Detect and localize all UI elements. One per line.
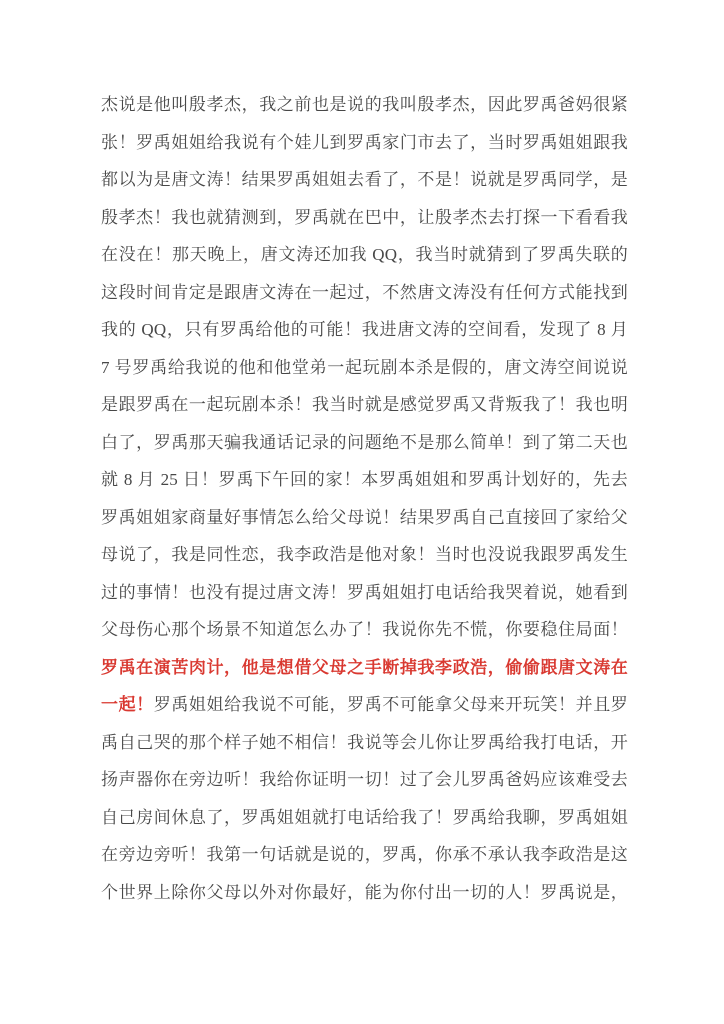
body-text: 张！罗禹姐姐给我说有个娃儿到罗禹家门市去了，当时罗禹姐姐跟我 (101, 132, 628, 152)
text-line (101, 386, 628, 424)
body-text: 母说了，我是同性恋，我李政浩是他对象！当时也没说我跟罗禹发生 (101, 545, 628, 564)
text-line (101, 349, 628, 387)
document-text (101, 86, 628, 911)
body-text: 罗禹姐姐家商量好事情怎么给父母说！结果罗禹自己直接回了家给父 (101, 507, 628, 527)
body-text: 就 8 月 25 日！罗禹下午回的家！本罗禹姐姐和罗禹计划好的，先去 (101, 470, 628, 489)
text-line (101, 424, 628, 462)
text-line (101, 311, 628, 349)
text-line (101, 461, 628, 499)
highlight-red-text: 一起！ (101, 695, 154, 714)
body-text: 个世界上除你父母以外对你最好，能为你付出一切的人！罗禹说是， (101, 882, 628, 902)
text-line (101, 799, 628, 837)
text-line (101, 236, 628, 274)
text-line (101, 611, 628, 649)
body-text: 殷孝杰！我也就猜测到，罗禹就在巴中，让殷孝杰去打探一下看看我 (101, 207, 628, 227)
body-text: 禹自己哭的那个样子她不相信！我说等会儿你让罗禹给我打电话，开 (101, 732, 628, 752)
body-text: 杰说是他叫殷孝杰，我之前也是说的我叫殷孝杰，因此罗禹爸妈很紧 (101, 95, 628, 114)
text-line (101, 274, 628, 312)
text-line (101, 649, 628, 687)
body-text: 都以为是唐文涛！结果罗禹姐姐去看了，不是！说就是罗禹同学，是 (101, 170, 628, 189)
body-text: 过的事情！也没有提过唐文涛！罗禹姐姐打电话给我哭着说，她看到 (101, 582, 628, 602)
body-text: 我的 QQ，只有罗禹给他的可能！我进唐文涛的空间看，发现了 8 月 (101, 320, 628, 339)
text-line (101, 686, 628, 724)
text-line (101, 536, 628, 574)
body-text: 自己房间休息了，罗禹姐姐就打电话给我了！罗禹给我聊，罗禹姐姐 (101, 807, 628, 827)
text-line (101, 836, 628, 874)
text-line (101, 724, 628, 762)
text-line (101, 574, 628, 612)
text-line (101, 199, 628, 237)
body-text: 是跟罗禹在一起玩剧本杀！我当时就是感觉罗禹又背叛我了！我也明 (101, 395, 628, 414)
body-text: 这段时间肯定是跟唐文涛在一起过，不然唐文涛没有任何方式能找到 (101, 282, 628, 302)
text-line (101, 874, 628, 912)
text-line (101, 124, 628, 162)
body-text: 罗禹姐姐给我说不可能，罗禹不可能拿父母来开玩笑！并且罗 (153, 695, 628, 714)
body-text: 在旁边旁听！我第一句话就是说的，罗禹，你承不承认我李政浩是这 (101, 845, 628, 864)
highlight-red-text: 罗禹在演苦肉计，他是想借父母之手断掉我李政浩，偷偷跟唐文涛在 (101, 657, 628, 677)
body-text: 在没在！那天晚上，唐文涛还加我 QQ，我当时就猜到了罗禹失联的 (101, 245, 628, 264)
body-text: 扬声器你在旁边听！我给你证明一切！过了会儿罗禹爸妈应该难受去 (101, 770, 628, 789)
text-line (101, 86, 628, 124)
text-line (101, 161, 628, 199)
body-text: 7 号罗禹给我说的他和他堂弟一起玩剧本杀是假的，唐文涛空间说说 (101, 357, 628, 377)
text-line (101, 499, 628, 537)
text-line (101, 761, 628, 799)
body-text: 父母伤心那个场景不知道怎么办了！我说你先不慌，你要稳住局面！ (101, 620, 628, 639)
body-text: 白了，罗禹那天骗我通话记录的问题绝不是那么简单！到了第二天也 (101, 432, 628, 452)
